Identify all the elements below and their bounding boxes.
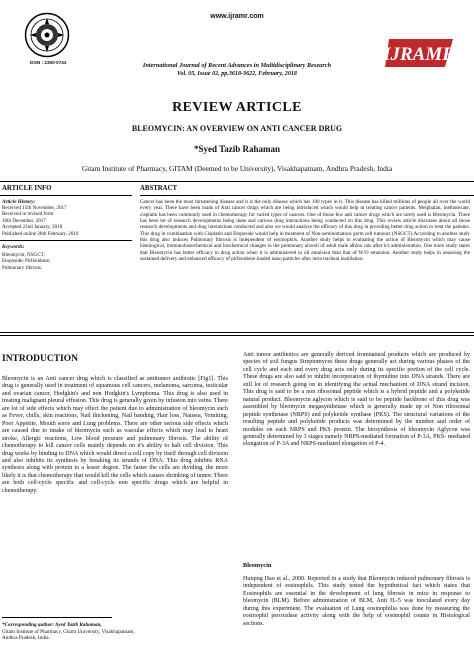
abstract-rule — [140, 195, 474, 196]
history-line: Received in revised form — [2, 211, 54, 218]
article-history — [2, 199, 130, 237]
history-line: Received 15th November, 2017 — [2, 205, 67, 211]
svg-text:IJRAMR: IJRAMR — [383, 44, 455, 65]
issn-label: ISSN : 2350-0743 — [29, 60, 67, 65]
journal-volume: Vol. 05, Issue 02, pp.3618-3622, February, 2018 — [177, 71, 297, 77]
history-line: Published online 28th February, 2018 — [2, 230, 79, 237]
introduction-heading: INTRODUCTION — [2, 354, 79, 364]
keywords-block — [2, 244, 130, 271]
author-affiliation: Gitam Institute of Pharmacy, GITAM (Deemed to be University), Visakhapatnam, Andhra Pradesh, India — [81, 164, 393, 173]
history-line: Accepted 22nd January, 2018 — [2, 224, 63, 231]
history-label: Article History: — [2, 199, 36, 205]
journal-seal-logo — [24, 12, 70, 58]
corresponding-author-footnote — [2, 622, 228, 642]
ijramr-logo — [383, 36, 455, 70]
article-info-heading: ARTICLE INFO — [2, 185, 52, 192]
bleomycin-paragraph: Huiqing Hao et al., 2000. Reported in a study that Bleomycin induced pulmonary fibrosis is independent of eosinophils. This study tested the hypothetical fact which states that Eosinophils are essential in the development of lung fibrosis in mice in response to bleomycin (BLM). Before administration of BLM, Anti IL-5 was inoculated every day during this experiment. The evaluation of Lung eosinophilia was done by measuring the eosinophil peroxidase activity along with the help of eosinophil counts in Histological sections. — [243, 576, 470, 627]
info-divider — [0, 240, 132, 241]
bleomycin-subheading: Bleomycin — [243, 562, 272, 569]
site-url[interactable]: www.ijramr.com — [210, 13, 264, 20]
intro-paragraph-right: Anti tumor antibiotics are generally derived fromnatural products which are produced by species of soil fungus Streptomyces these drugs generally act during various phases of the cell cycle and each and every drug acts only during its specific portion of the cell cycle. These drugs are also said to inhibit incorporation of thymidine into DNA strands. There are still lot of research going on in identifying the actual mechanism of DNA strand incision. This drug is said to be a non ribosomal peptide which is a hybrid peptide and a polyketide natural product. Bleomycin aglycon which is said to be peptide backbone of this drug was assembled by bleomycin megasynthetase which is generally made up of Non ribosomal peptide synthetase (NRPS) and polyketide synthase (PKS). The structural variations of the resulting peptide and polyketide products was determined by the number and order of modules on each NRPS and PKS protein. The biosynthesis of bleomycin Aglycon was generally determined by 3 stages namely NRPS-mediated formation of P-3A, PKS- mediated elongation of P-3A and NRPS-mediated elongation of P-4. — [243, 352, 470, 448]
intro-paragraph-left: Bleomycin is an Anti cancer drug which is classified as antitumor antibiotic [Fig1]. This drug is generally used in treatment of squamous cell cancers, melanoma, sarcoma, testicular and ovarian cancer, Hodgkin's and non Hodgkin's Lymphoma. This drug is also used in treating malignant pleural effusion. This drug is generally given by infusion into veins. There are lot of side effects which may effect the patient due to administration of bleomycin such as Fever, chills, skin reactions, Nail thickening, Nail banding, Hair loss, Nausea, Vomiting, Poor Appetite, Mouth sores and Lung problems. There are other serious side effects which are caused due to intake of bleomycin such as vascular effects which may lead to heart stroke, Allergic reactions, Low blood pressure and pulmonary fibrosis. The ability of chemotherapy to kill cancer cells mainly depends on it's ability to halt cell division. This drug works by binding to DNA which would direct a cell copy by itself through cell division and also inhibits its synthesis by breaking its strands of DNA. This drug inhibits RNA synthesis along with protein to a lesser degree. The faster the cells are dividing, the more likely it is that chemotherapy that would kill the cells which causes shrinking of tumor. There are both cell-cycle specific and cell-cycle non specific drugs which are helpful in chemotherapy. — [2, 376, 228, 494]
abstract-text: Cancer has been the most threatening disease and it is the only disease which has 100 types in it. This disease has killed millions of people all over the world every year. There have been loads of Anti cancer drugs which are being introduced which would help in treating cancer patients. Melphalan, methotexate, cisplatin has been commonly used in chemotherapy for varied types of cancers. One of those few anti cancer drugs which are rarely used is Bleomycin. There has been lot of research developments being done and various drug interactions being conducted on this drug. This review article discusses about all those research developments and drug interactions conducted and also we would analyze the efficacy of this drug in providing better drug action to treat the patients. This drug in combination with Cisplatin and Etoposide would help in treatment of Non-seminomatous germ cell tumours (NSGCT).According to another study this drug also induces Pulmonary fibrosis is independent of eosinophils. Another study helps in evaluating the action of Bleomycin which may cause histological, immunohistochemical and biochemical changes in the pulmonary alveoli of adult male albino rats after it's administration. One more study states that Bleomycin has better efficacy in drug action when it is administered in oil emulsion than that of W/O emulsion. Another study helps in assessing the sustained delivery and enhanced efficacy of pirfenidone-loaded nano particles after intra tracheal instillation. — [140, 199, 470, 263]
bottom-rule-2 — [0, 335, 474, 336]
footnote-line: Gitam Institute of Pharmacy, Gitam University, Visakhapatnam, — [2, 628, 135, 635]
abstract-heading: ABSTRACT — [140, 185, 178, 192]
article-type: REVIEW ARTICLE — [172, 100, 302, 115]
paper-title: BLEOMYCIN: AN OVERVIEW ON ANTI CANCER DRUG — [131, 124, 343, 133]
footnote-label: *Corresponding author: Syed Tazib Rahaman, — [2, 622, 102, 628]
history-line: 10th December, 2017 — [2, 217, 46, 224]
keyword-line: Etoposide; Pirfenidone; — [2, 258, 51, 265]
bottom-rule-1 — [0, 332, 474, 333]
author-name: *Syed Tazib Rahaman — [193, 144, 281, 154]
footnote-line: Andhra Pradesh, India. — [2, 635, 50, 642]
info-rule — [0, 195, 132, 196]
journal-title: International Journal of Recent Advances in Multidisciplinary Research — [142, 62, 332, 69]
keyword-line: Bleomycin; NSGCT; — [2, 252, 45, 258]
keyword-line: Pulmonary fibrosis. — [2, 264, 43, 271]
footnote-rule — [2, 617, 112, 618]
top-rule — [0, 181, 474, 182]
keywords-label: Keywords: — [2, 244, 25, 250]
